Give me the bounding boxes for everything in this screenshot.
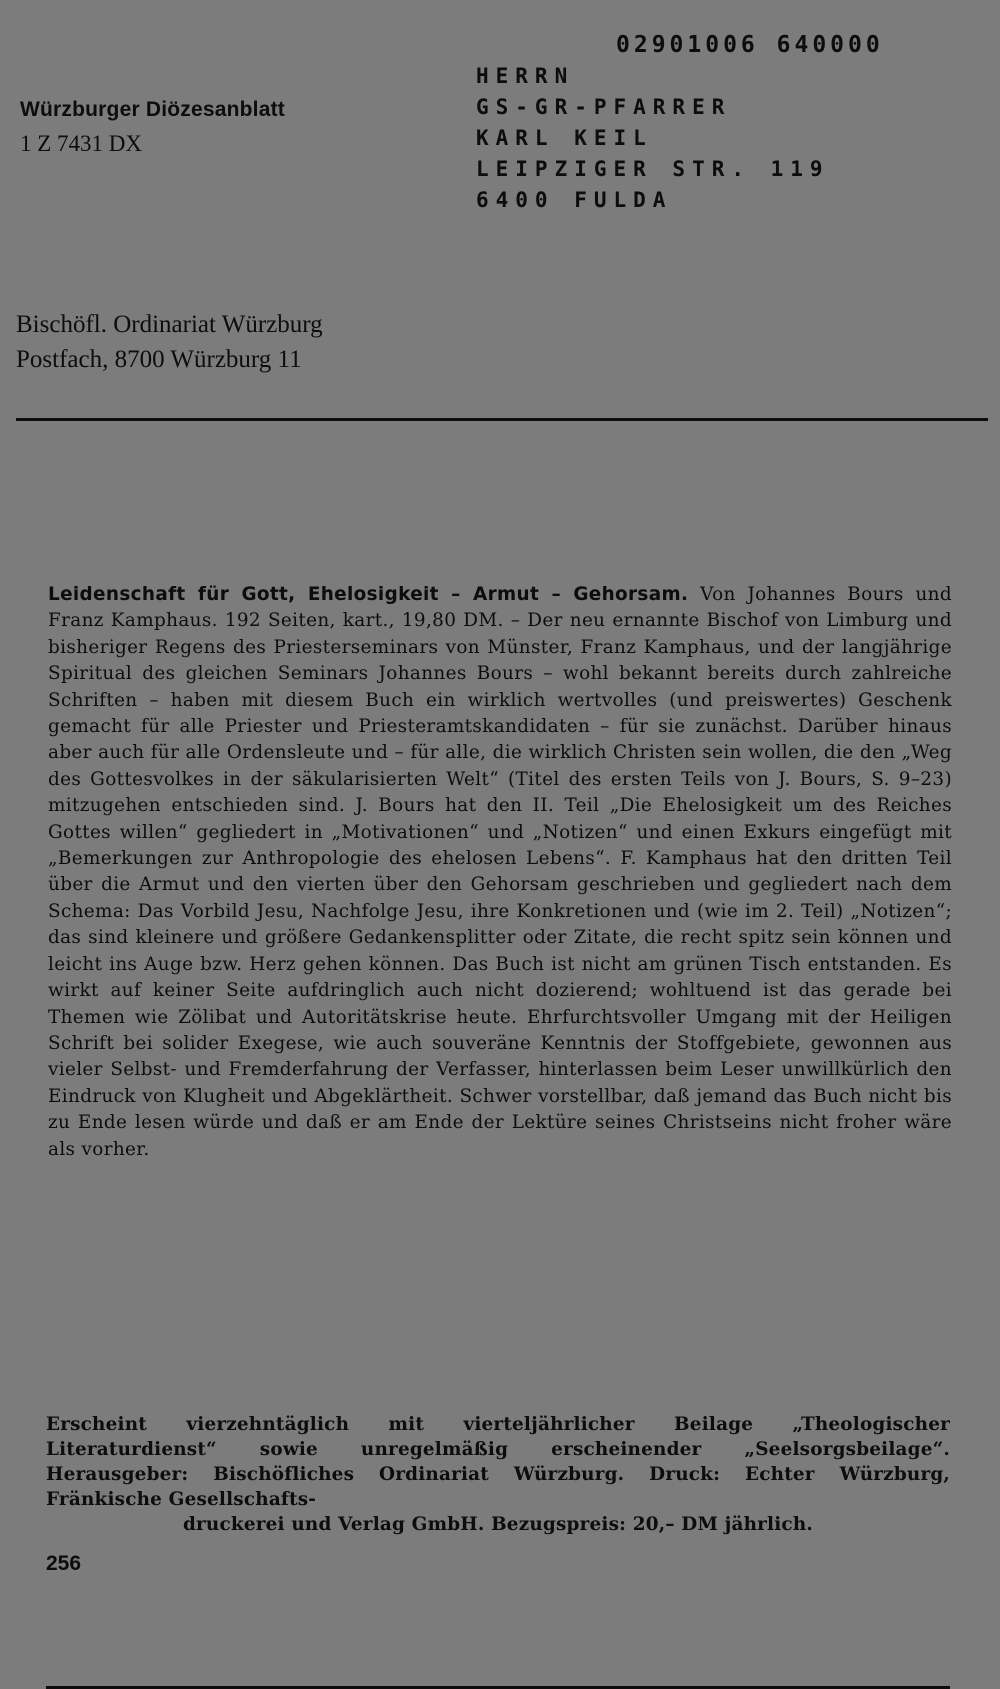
- imprint-last-line: druckerei und Verlag GmbH. Bezugspreis: 20,– DM jährlich.: [182, 1514, 813, 1535]
- publication-header: [20, 94, 285, 162]
- address-line: 6400 FULDA: [476, 188, 673, 212]
- imprint: [46, 1412, 950, 1537]
- address-serial: 02901006 640000: [616, 32, 884, 58]
- publication-code: 1 Z 7431 DX: [20, 131, 143, 156]
- review-body: Von Johannes Bours und Franz Kamphaus. 192 Seiten, kart., 19,80 DM. – Der neu ernannte Bischof von Limburg und bisheriger Regens des Priesterseminars von Münster, Franz Kamphaus, und der langjährige Spiritual des gleichen Seminars Johannes Bours – wohl bekannt bereits durch zahlreiche Schriften – haben mit diesem Buch ein wirklich wertvolles (und preiswertes) Geschenk gemacht für alle Priester und Priesteramtskandidaten – für sie zunächst. Darüber hinaus aber auch für alle Ordensleute und – für alle, die wirklich Christen sein wollen, die den „Weg des Gottesvolkes in der säkularisierten Welt“ (Titel des ersten Teils von J. Bours, S. 9–23) mitzugehen entschieden sind. J. Bours hat den II. Teil „Die Ehelosigkeit um des Reiches Gottes willen“ gegliedert in „Motivationen“ und „Notizen“ und einen Exkurs eingefügt mit „Bemerkungen zur Anthropologie des ehelosen Lebens“. F. Kamphaus hat den dritten Teil über die Armut und den vierten über den Gehorsam geschrieben und gegliedert nach dem Schema: Das Vorbild Jesu, Nachfolge Jesu, ihre Konkretionen und (wie im 2. Teil) „Notizen“; das sind kleinere und größere Gedankensplitter oder Zitate, die recht spitz sein können und leicht ins Auge bzw. Herz gehen können. Das Buch ist nicht am grünen Tisch entstanden. Es wirkt auf keiner Seite aufdringlich auch nicht dozierend; wohltuend ist das gerade bei Themen wie Zölibat und Autoritätskrise heute. Ehrfurchtsvoller Umgang mit der Heiligen Schrift bei solider Exegese, wie auch souveräne Kenntnis der Stoffgebiete, gewonnen aus vieler Selbst- und Fremderfahrung der Verfasser, hinterlassen beim Leser unwillkürlich den Eindruck von Klugheit und Abgeklärtheit. Schwer vorstellbar, daß jemand das Buch nicht bis zu Ende lesen würde und daß er am Ende der Lektüre seines Christseins nicht froher wäre als vorher.: [48, 584, 952, 1160]
- sender-address: [16, 307, 323, 377]
- divider-top: [16, 418, 988, 421]
- book-review: [48, 582, 952, 1163]
- address-line: HERRN: [476, 64, 575, 88]
- sender-line: Bischöfl. Ordinariat Würzburg: [16, 311, 323, 338]
- review-title: Leidenschaft für Gott, Ehelosigkeit – Armut – Gehorsam.: [48, 584, 689, 605]
- imprint-text: Erscheint vierzehntäglich mit vierteljährlicher Beilage „Theologischer Literaturdienst“ sowie unregelmäßig erscheinender „Seelsorgsbeilage“. Herausgeber: Bischöfliches Ordinariat Würzburg. Druck: Echter Würzburg, Fränkische Gesellschafts-: [46, 1414, 950, 1510]
- page-number: 256: [46, 1552, 82, 1575]
- address-label: [476, 30, 884, 216]
- publication-name: Würzburger Diözesanblatt: [20, 98, 285, 121]
- address-line: KARL KEIL: [476, 126, 653, 150]
- address-line: LEIPZIGER STR. 119: [476, 157, 830, 181]
- address-line: GS-GR-PFARRER: [476, 95, 732, 119]
- sender-line: Postfach, 8700 Würzburg 11: [16, 346, 302, 373]
